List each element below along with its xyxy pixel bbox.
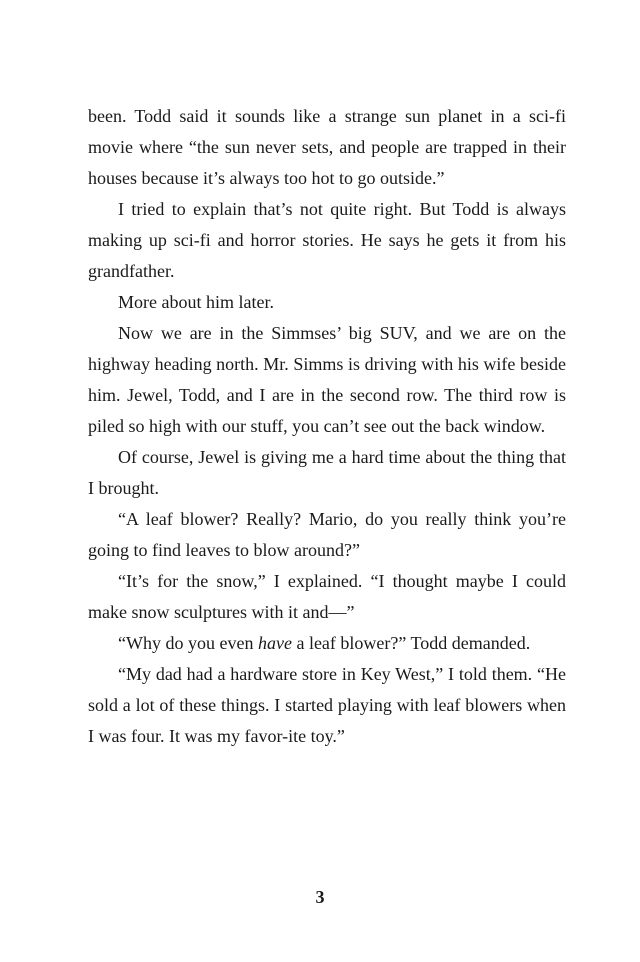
paragraph-2: I tried to explain that’s not quite right. But Todd is always making up sci-fi and horror stories. He says he gets it from his grandfather. [88, 199, 566, 281]
paragraph-4: Now we are in the Simmses’ big SUV, and we are on the highway heading north. Mr. Simms is driving with his wife beside him. Jewel, Todd, and I are in the second row. The third row is piled so high with our stuff, you can’t see out the back window. [88, 323, 566, 436]
paragraph-8 [88, 628, 566, 659]
page-number: 3 [315, 887, 325, 907]
paragraph-5: Of course, Jewel is giving me a hard time about the thing that I brought. [88, 447, 566, 498]
paragraph-8-before: “Why do you even [118, 633, 258, 653]
paragraph-1: been. Todd said it sounds like a strange sun planet in a sci-fi movie where “the sun never sets, and people are trapped in their houses because it’s always too hot to go outside.” [88, 106, 566, 188]
book-page-text [88, 101, 566, 752]
paragraph-9: “My dad had a hardware store in Key West,” I told them. “He sold a lot of these things. I started playing with leaf blowers when I was four. It was my favor-ite toy.” [88, 664, 566, 746]
paragraph-8-after: a leaf blower?” Todd demanded. [291, 633, 531, 653]
paragraph-3: More about him later. [118, 292, 274, 312]
paragraph-7: “It’s for the snow,” I explained. “I thought maybe I could make snow sculptures with it and—” [88, 571, 566, 622]
paragraph-6: “A leaf blower? Really? Mario, do you really think you’re going to find leaves to blow around?” [88, 509, 566, 560]
paragraph-8-emphasis: have [257, 633, 292, 653]
